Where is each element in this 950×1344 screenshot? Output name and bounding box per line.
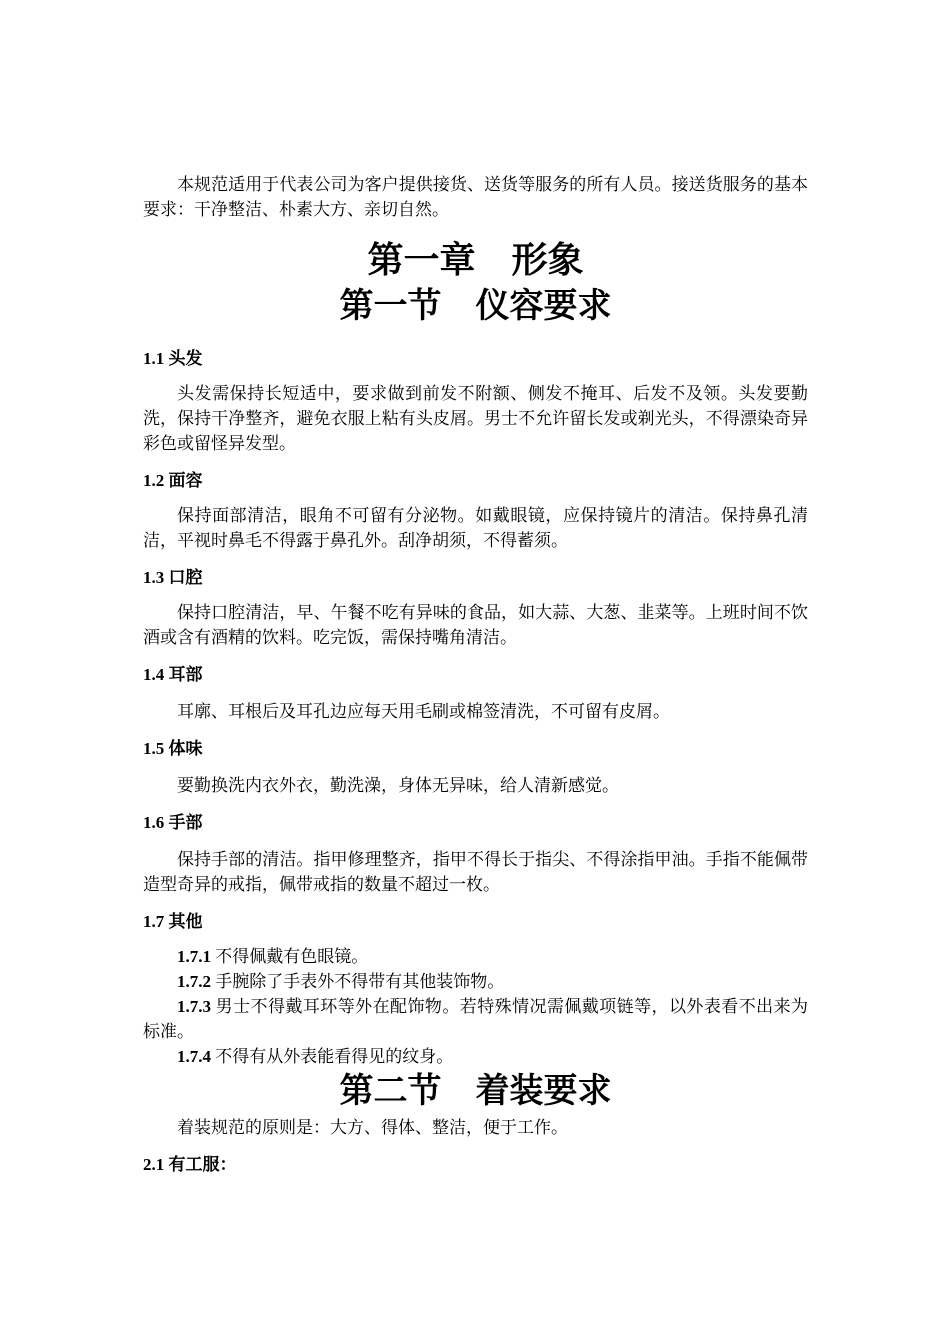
paragraph-attire-intro: 着装规范的原则是：大方、得体、整洁，便于工作。 xyxy=(177,1118,568,1137)
list-item xyxy=(143,944,808,969)
paragraph-face: 保持面部清洁，眼角不可留有分泌物。如戴眼镜，应保持镜片的清洁。保持鼻孔清洁，平视时鼻毛不得露于鼻孔外。刮净胡须，不得蓄须。 xyxy=(143,506,808,550)
paragraph-hair: 头发需保持长短适中，要求做到前发不附额、侧发不掩耳、后发不及领。头发要勤洗，保持干净整齐，避免衣服上粘有头皮屑。男士不允许留长发或剃光头，不得漂染奇异彩色或留怪异发型。 xyxy=(143,384,808,453)
item-text: 不得有从外表能看得见的纹身。 xyxy=(211,1047,454,1066)
paragraph-ears: 耳廓、耳根后及耳孔边应每天用毛刷或棉签清洗，不可留有皮屑。 xyxy=(177,702,670,721)
subsection-heading-mouth: 1.3 口腔 xyxy=(143,568,203,587)
section-title-attire: 第二节 着装要求 xyxy=(339,1073,612,1110)
item-number: 1.7.4 xyxy=(177,1047,211,1066)
subsection-heading-other: 1.7 其他 xyxy=(143,912,203,931)
item-number: 1.7.1 xyxy=(177,947,211,966)
subsection-heading-face: 1.2 面容 xyxy=(143,471,203,490)
intro-paragraph: 本规范适用于代表公司为客户提供接货、送货等服务的所有人员。接送货服务的基本要求：干净整洁、朴素大方、亲切自然。 xyxy=(143,175,808,219)
subsection-heading-uniform: 2.1 有工服： xyxy=(143,1155,237,1174)
subsection-heading-body-odor: 1.5 体味 xyxy=(143,739,203,758)
section-title: 第一节 仪容要求 xyxy=(339,288,612,325)
subsection-heading-hands: 1.6 手部 xyxy=(143,813,203,832)
document-body xyxy=(143,172,808,1177)
list-item xyxy=(143,994,808,1044)
item-text: 男士不得戴耳环等外在配饰物。若特殊情况需佩戴项链等，以外表看不出来为标准。 xyxy=(143,997,808,1041)
paragraph-body-odor: 要勤换洗内衣外衣，勤洗澡，身体无异味，给人清新感觉。 xyxy=(177,776,619,795)
paragraph-hands: 保持手部的清洁。指甲修理整齐，指甲不得长于指尖、不得涂指甲油。手指不能佩带造型奇异的戒指，佩带戒指的数量不超过一枚。 xyxy=(143,850,808,894)
item-number: 1.7.3 xyxy=(177,997,211,1016)
subsection-heading-hair: 1.1 头发 xyxy=(143,349,203,368)
list-item xyxy=(143,969,808,994)
subsection-heading-ears: 1.4 耳部 xyxy=(143,665,203,684)
item-text: 手腕除了手表外不得带有其他装饰物。 xyxy=(211,972,505,991)
item-text: 不得佩戴有色眼镜。 xyxy=(211,947,369,966)
chapter-title: 第一章 形象 xyxy=(367,240,584,280)
list-item xyxy=(143,1044,808,1069)
item-number: 1.7.2 xyxy=(177,972,211,991)
paragraph-mouth: 保持口腔清洁，早、午餐不吃有异味的食品，如大蒜、大葱、韭菜等。上班时间不饮酒或含有酒精的饮料。吃完饭，需保持嘴角清洁。 xyxy=(143,603,808,647)
